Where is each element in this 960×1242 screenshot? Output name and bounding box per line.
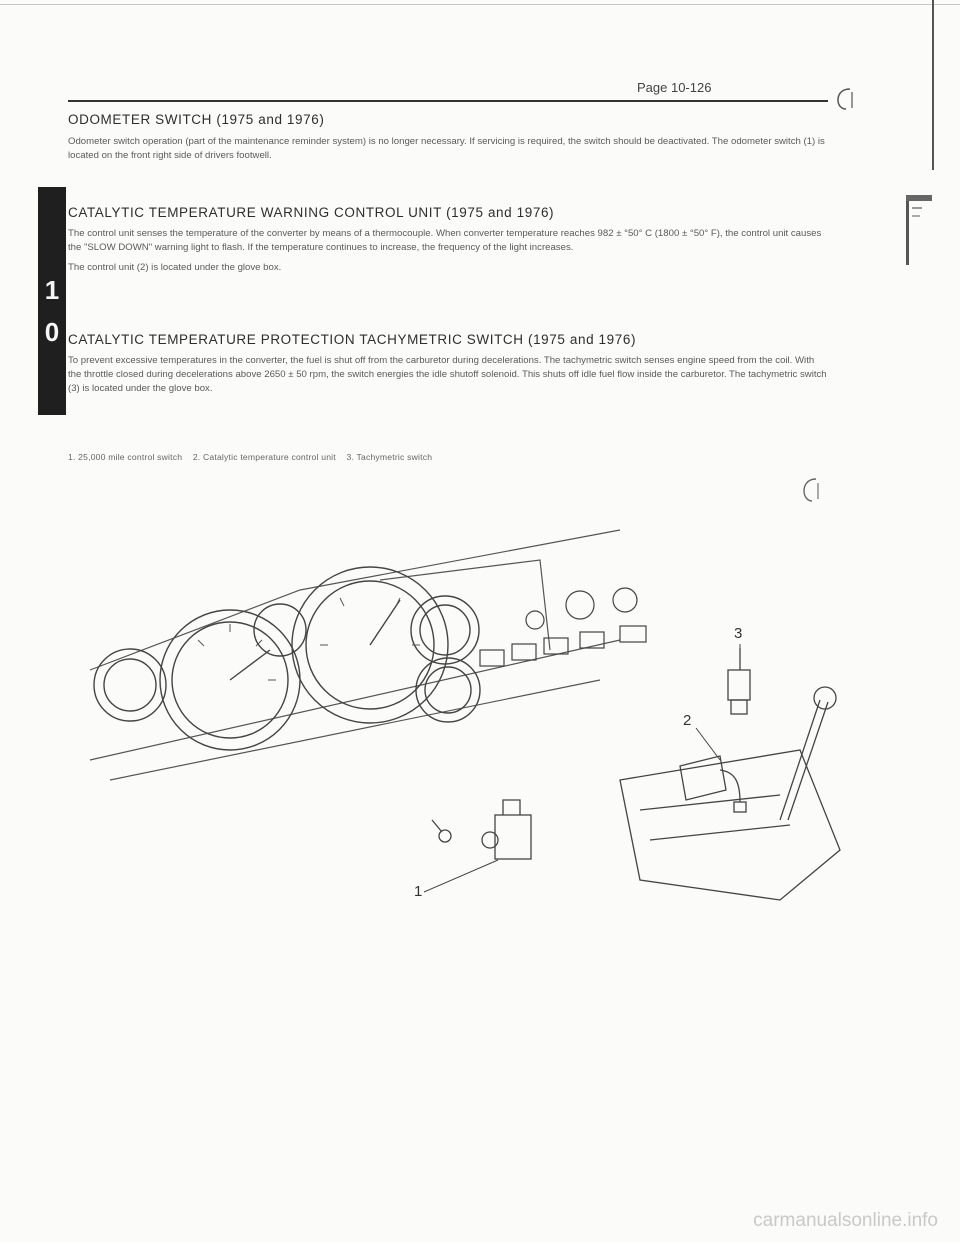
binding-edge-line — [932, 0, 934, 170]
section-paragraph: The control unit senses the temperature of the converter by means of a thermocouple. When converter temperature reaches 982 ± °50° C (1800 ± °50° F), the control unit causes the "SLOW DOWN" warning light to flash. If the temperature continues to increase, the frequency of the light increases. — [68, 228, 822, 253]
section-tachymetric-switch — [68, 332, 828, 396]
section-paragraph: The control unit (2) is located under the glove box. — [68, 262, 282, 273]
figure-caption — [68, 452, 440, 462]
header-rule — [68, 100, 828, 102]
section-title: ODOMETER SWITCH (1975 and 1976) — [68, 112, 325, 127]
dashboard-illustration — [80, 520, 860, 920]
transmission-housing — [620, 687, 840, 900]
chapter-tab-digit: 1 — [44, 275, 60, 305]
section-title: CATALYTIC TEMPERATURE PROTECTION TACHYMETRIC SWITCH (1975 and 1976) — [68, 332, 637, 347]
caption-item: 1. 25,000 mile control switch — [68, 452, 183, 462]
switch-row — [480, 588, 646, 666]
top-edge-line — [0, 4, 960, 5]
chapter-tab-digit: 0 — [44, 317, 60, 347]
section-odometer-switch — [68, 112, 828, 163]
tachymetric-switch-part — [728, 648, 750, 714]
callout-1: 1 — [414, 883, 423, 900]
section-warning-control-unit — [68, 205, 828, 275]
section-paragraph: To prevent excessive temperatures in the converter, the fuel is shut off from the carburetor during decelerations. The tachymetric switch senses engine speed from the coil. With the throttle closed during decelerations above 2650 ± 50 rpm, the switch energies the idle shutoff solenoid. This shuts off idle fuel flow inside the carburetor. The tachymetric switch (3) is located under the glove box. — [68, 355, 827, 394]
odometer-switch-part — [432, 800, 531, 859]
caption-item: 2. Catalytic temperature control unit — [192, 452, 336, 462]
section-paragraph: Odometer switch operation (part of the maintenance reminder system) is no longer necessary. If servicing is required, the switch should be deactivated. The odometer switch (1) is located on the front right side of drivers footwell. — [68, 136, 825, 161]
binding-hole-mark — [800, 475, 824, 505]
section-title: CATALYTIC TEMPERATURE WARNING CONTROL UNIT (1975 and 1976) — [68, 205, 555, 220]
edge-tab-mark — [906, 195, 932, 275]
callout-2: 2 — [683, 712, 692, 729]
caption-item: 3. Tachymetric switch — [346, 452, 433, 462]
binding-hole-mark — [836, 86, 858, 112]
page-number: Page 10-126 — [637, 80, 712, 95]
chapter-tab — [38, 187, 66, 415]
callout-3: 3 — [734, 625, 743, 642]
watermark: carmanualsonline.info — [753, 1210, 938, 1231]
dashboard-outline — [90, 530, 620, 780]
